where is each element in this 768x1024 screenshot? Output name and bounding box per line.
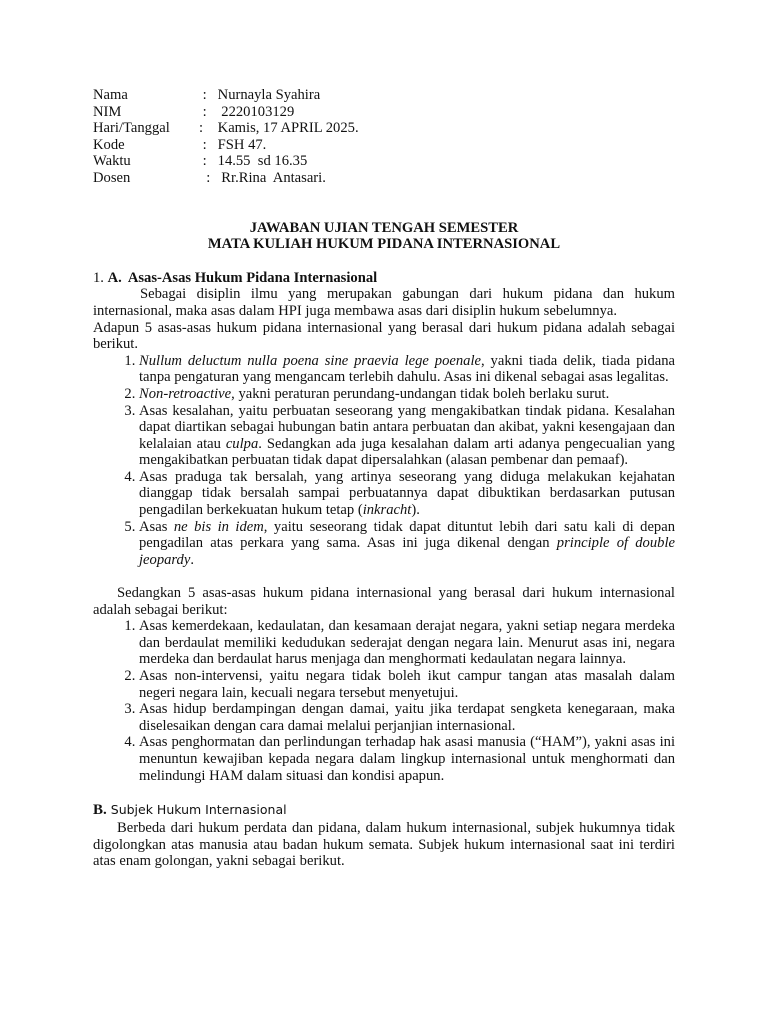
identity-value: : Rr.Rina Antasari. xyxy=(199,169,326,186)
document-title xyxy=(93,220,675,253)
identity-row-waktu xyxy=(93,153,675,170)
identity-value: : FSH 47. xyxy=(199,136,267,153)
title-line-2: MATA KULIAH HUKUM PIDANA INTERNASIONAL xyxy=(207,236,561,253)
identity-row-hari-tanggal xyxy=(93,120,675,137)
section-b-heading xyxy=(93,802,675,818)
identity-row-dosen xyxy=(93,170,675,187)
list-item-text: Asas xyxy=(139,518,174,535)
document-content xyxy=(93,87,675,870)
list-item-text: ). xyxy=(411,502,420,519)
identity-value: : 14.55 sd 16.35 xyxy=(199,153,308,170)
list-item-text: , yakni tiada delik, tiada pidana tanpa pengaturan yang mengancam terlebih dahulu. Asas ini dikenal sebagai asas legalitas. xyxy=(139,352,676,386)
list-item-text: . Sedangkan ada juga kesalahan dalam arti adanya pengecualian yang mengakibatkan perbuatan tidak dapat dipersalahkan (alasan pembenar dan pemaaf). xyxy=(139,435,675,469)
section-letter: A. xyxy=(107,269,122,286)
identity-label: Hari/Tanggal xyxy=(93,120,170,137)
identity-label: NIM xyxy=(93,103,122,120)
list-item-text: , yakni peraturan perundang-undangan tidak boleh berlaku surut. xyxy=(231,385,610,402)
list-item-text: Asas kesalahan, yaitu perbuatan seseorang yang mengakibatkan tindak pidana. Kesalahan dapat diartikan sebagai hubungan batin antara perbuatan dan akibat, yakni kesengajaan dan kelalaian atau xyxy=(139,402,675,452)
identity-value: : Nurnayla Syahira xyxy=(199,87,321,103)
identity-row-nim xyxy=(93,104,675,121)
section-a-intro-3: Sedangkan 5 asas-asas hukum pidana internasional yang berasal dari hukum internasional adalah sebagai berikut: xyxy=(93,585,675,618)
identity-label: Kode xyxy=(93,136,125,153)
list-item: 1. Asas kemerdekaan, kedaulatan, dan kesamaan derajat negara, yakni setiap negara merdeka dan berdaulat memiliki kedudukan sederajat dengan negara lain. Menurut asas ini, negara merdeka dan berdaulat harus menjaga dan menghormati kedaulatan negara lainnya. xyxy=(139,618,675,668)
section-b-intro: Berbeda dari hukum perdata dan pidana, dalam hukum internasional, subjek hukumnya tidak digolongkan atas manusia atau badan hukum semata. Subjek hukum internasional saat ini terdiri atas enam golongan, yakni sebagai berikut. xyxy=(93,820,675,870)
term: principle of double jeopardy xyxy=(139,535,675,568)
international-law-principles-list xyxy=(93,618,675,784)
term: Non-retroactive xyxy=(139,385,232,402)
list-item-text: . xyxy=(190,551,194,568)
identity-row-nama xyxy=(93,87,675,104)
identity-row-kode xyxy=(93,137,675,154)
term: ne bis in idem xyxy=(173,518,264,535)
identity-value: : Kamis, 17 APRIL 2025. xyxy=(199,120,359,137)
identity-label: Nama xyxy=(93,87,128,103)
list-item xyxy=(139,353,675,386)
section-a-heading xyxy=(93,270,675,287)
identity-label: Dosen xyxy=(93,169,131,186)
section-a-intro-1: Sebagai disiplin ilmu yang merupakan gabungan dari hukum pidana dan hukum internasional, maka asas dalam HPI juga membawa asas dari disiplin hukum sebelumnya. xyxy=(93,286,675,319)
list-item xyxy=(139,469,675,519)
section-a-intro-2: Adapun 5 asas-asas hukum pidana internasional yang berasal dari hukum pidana adalah sebagai berikut. xyxy=(93,319,675,353)
section-title: Asas-Asas Hukum Pidana Internasional xyxy=(127,269,378,286)
list-item-text: Asas praduga tak bersalah, yang artinya seseorang yang diduga melakukan kejahatan dianggap tidak bersalah sampai perbuatannya dapat dibuktikan berdasarkan putusan pengadilan berkekuatan hukum tetap ( xyxy=(139,468,675,519)
section-letter: B. xyxy=(93,802,107,819)
list-item-text: , yaitu seseorang tidak dapat dituntut lebih dari satu kali di depan pengadilan atas perkara yang sama. Asas ini juga dikenal dengan xyxy=(139,518,675,552)
latin-term: Nullum deluctum nulla poena sine praevia lege poenale xyxy=(139,352,481,369)
term: inkracht xyxy=(362,502,412,519)
list-item: 3. Asas hidup berdampingan dengan damai, yaitu jika terdapat sengketa kenegaraan, maka diselesaikan dengan cara damai melalui perjanjian internasional. xyxy=(139,701,675,734)
section-title: Subjek Hukum Internasional xyxy=(110,802,287,818)
spacer xyxy=(93,568,675,585)
identity-value: : 2220103129 xyxy=(199,103,295,120)
term: culpa xyxy=(225,435,259,452)
title-line-1: JAWABAN UJIAN TENGAH SEMESTER xyxy=(249,219,519,236)
list-item: 2. Asas non-intervensi, yaitu negara tidak boleh ikut campur tangan atas masalah dalam negeri negara lain, kecuali negara tersebut menyetujui. xyxy=(139,668,675,701)
list-item xyxy=(139,519,675,569)
list-item xyxy=(139,386,675,403)
identity-block xyxy=(93,87,675,187)
identity-label: Waktu xyxy=(93,153,131,170)
criminal-law-principles-list xyxy=(93,353,675,569)
section-number: 1. xyxy=(93,269,104,286)
list-item xyxy=(139,403,675,469)
list-item: 4. Asas penghormatan dan perlindungan terhadap hak asasi manusia (“HAM”), yakni asas ini menuntun kewajiban kepada negara dalam lingkup internasional untuk menghormati dan melindungi HAM dalam situasi dan kondisi apapun. xyxy=(139,734,675,784)
